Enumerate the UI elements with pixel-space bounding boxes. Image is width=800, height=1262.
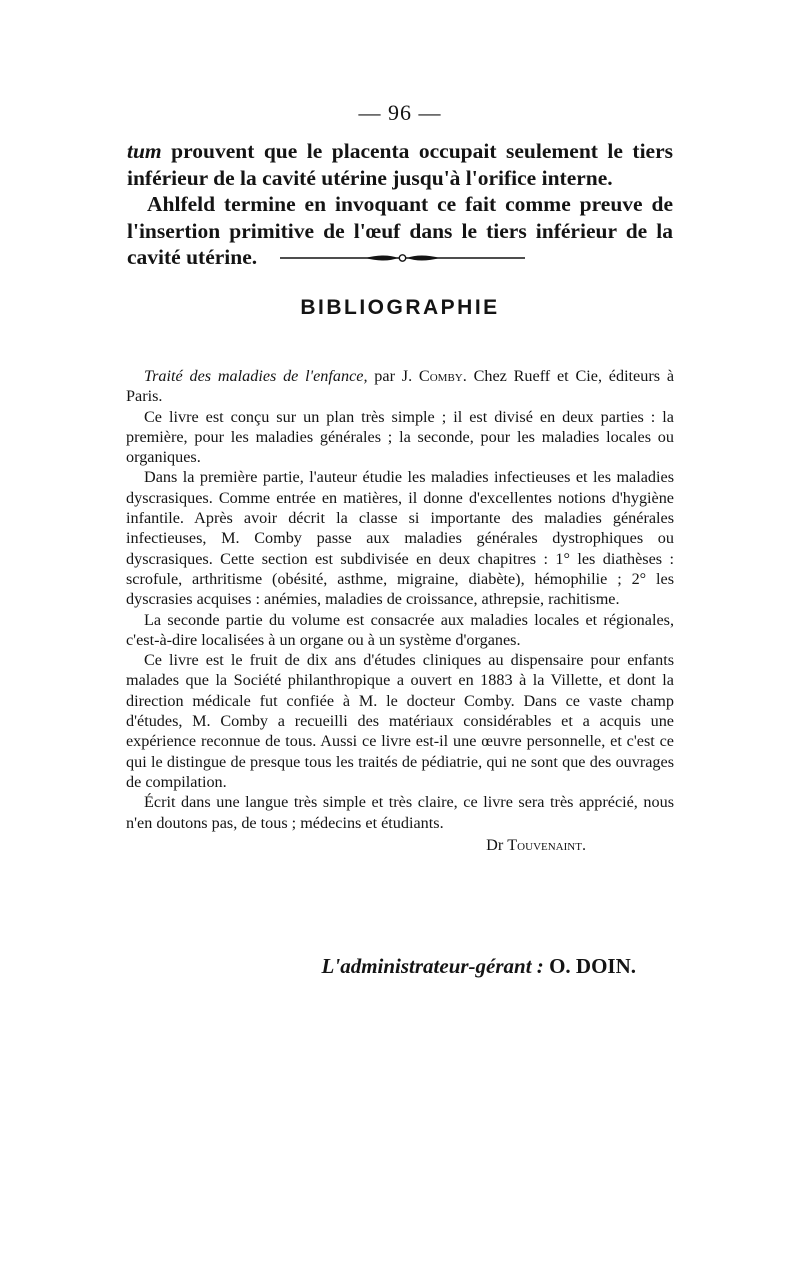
- administrator-line: [322, 954, 636, 979]
- page-number: — 96 —: [358, 100, 442, 125]
- book-review: [126, 366, 674, 855]
- signature-name: Touvenaint.: [507, 835, 586, 854]
- bibliographic-reference: [126, 366, 674, 407]
- book-title: Traité des maladies de l'enfance,: [144, 367, 368, 385]
- paragraph: [127, 138, 673, 191]
- paragraph: Ce livre est conçu sur un plan très simple ; il est divisé en deux parties : la première, pour les maladies générales ; la seconde, pour les maladies locales ou organiques.: [126, 407, 674, 467]
- paragraph: Ahlfeld termine en invoquant ce fait comme preuve de l'insertion primitive de l'œuf dans le tiers inférieur de la cavité utérine.: [127, 192, 673, 269]
- signature-title: Dr: [486, 835, 508, 854]
- ornamental-divider: [280, 252, 525, 264]
- paragraph: Ce livre est le fruit de dix ans d'études cliniques au dispensaire pour enfants malades que la Société philanthropique a ouvert en 1883 à la Villette, et dont la direction médicale fut confiée à M. le docteur Comby. Dans ce vaste champ d'études, M. Comby a recueilli des matériaux considérables et a acquis une expérience reconnue de tous. Aussi ce livre est-il une œuvre personnelle, et c'est ce qui le distingue de presque tous les traités de pédiatrie, qui ne sont que des ouvrages de compilation.: [126, 651, 674, 791]
- section-heading: BIBLIOGRAPHIE: [300, 296, 500, 319]
- administrator-label: L'administrateur-gérant :: [321, 954, 544, 978]
- author-name: Comby: [418, 367, 463, 385]
- reference-by: par J.: [367, 367, 419, 385]
- continued-text: [127, 138, 673, 271]
- italic-word: tum: [127, 139, 162, 163]
- paragraph: Écrit dans une langue très simple et très claire, ce livre sera très apprécié, nous n'en doutons pas, de tous ; médecins et étudiants.: [126, 793, 674, 832]
- paragraph: Dans la première partie, l'auteur étudie les maladies infectieuses et les maladies dyscrasiques. Comme entrée en matières, il donne d'excellentes notions d'hygiène infantile. Après avoir décrit la classe si importante des maladies générales infectieuses, M. Comby passe aux maladies générales dystrophiques ou dyscrasiques. Cette section est subdivisée en deux chapitres : 1° les diathèses : scrofule, arthritisme (obésité, asthme, migraine, diabète), hémophilie ; 2° les dyscrasies acquises : anémies, maladies de croissance, athrepsie, rachitisme.: [126, 468, 674, 609]
- publisher: . Chez Rueff et Cie, éditeurs à Paris.: [126, 367, 675, 406]
- administrator-name: O. DOIN.: [543, 954, 636, 978]
- signature: [126, 835, 674, 855]
- paragraph-text: prouvent que le placenta occupait seulement le tiers inférieur de la cavité utérine jusqu'à l'orifice interne.: [127, 139, 673, 190]
- paragraph: La seconde partie du volume est consacrée aux maladies locales et régionales, c'est-à-dire localisées à un organe ou à un système d'organes.: [126, 610, 674, 649]
